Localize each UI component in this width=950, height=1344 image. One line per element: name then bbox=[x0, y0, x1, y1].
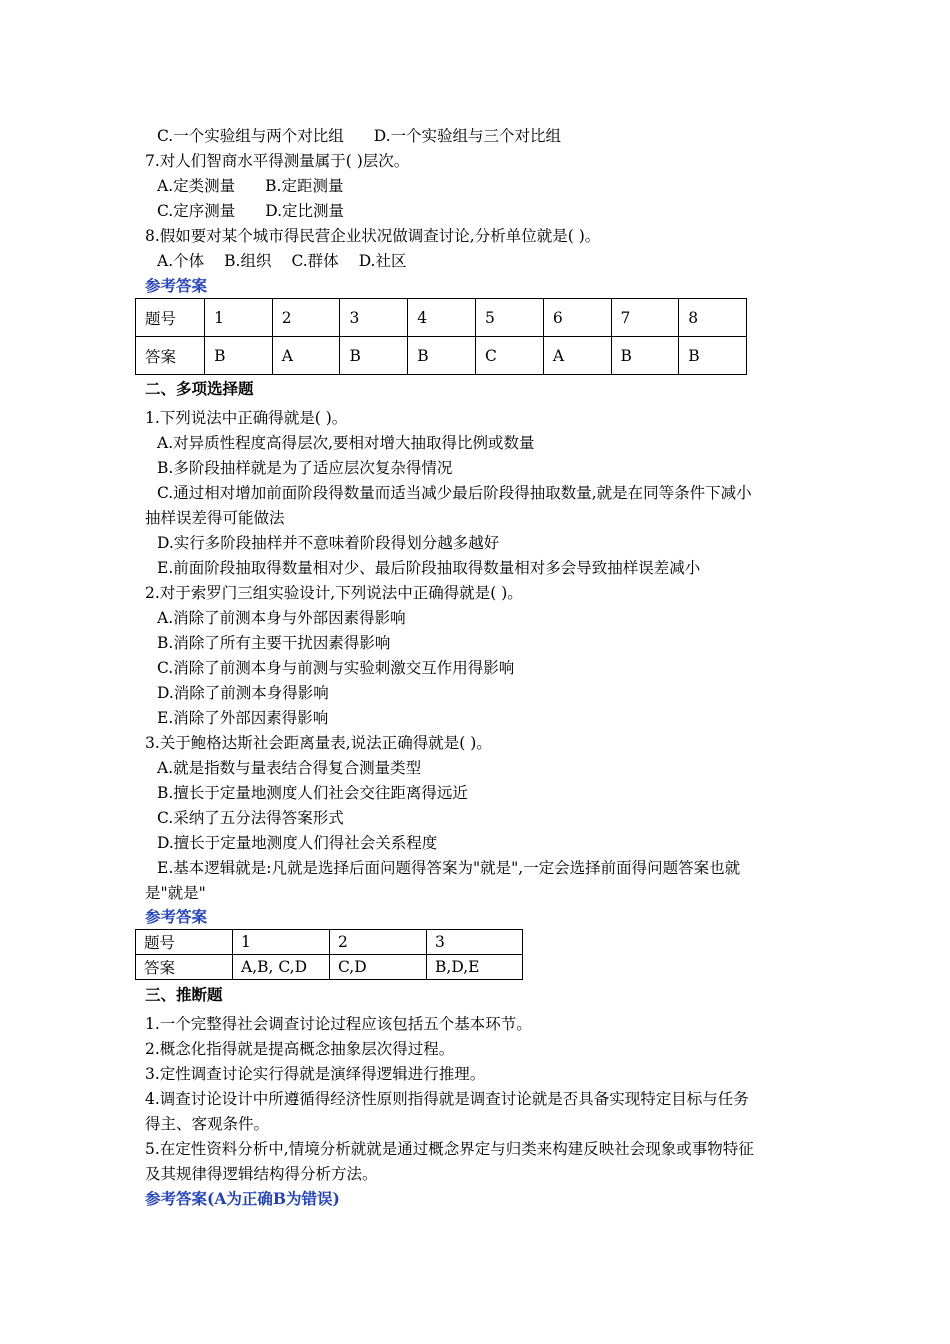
s3-item-1: 1.一个完整得社会调查讨论过程应该包括五个基本环节。 bbox=[145, 1015, 532, 1033]
table-cell: 2 bbox=[272, 299, 340, 337]
q6-option-c: C.一个实验组与两个对比组 bbox=[157, 127, 344, 145]
s2-q3-option-e-cont: 是"就是" bbox=[145, 884, 206, 902]
q7-stem: 7.对人们智商水平得测量属于( )层次。 bbox=[145, 152, 410, 170]
s2-q2-option-d: D.消除了前测本身得影响 bbox=[157, 684, 329, 702]
q7-options-ab bbox=[157, 176, 343, 196]
s2-q2-option-a: A.消除了前测本身与外部因素得影响 bbox=[157, 609, 406, 627]
s2-q2-option-c: C.消除了前测本身与前测与实验刺激交互作用得影响 bbox=[157, 659, 515, 677]
s2-q2-option-e: E.消除了外部因素得影响 bbox=[157, 709, 329, 727]
s2-q1-option-a: A.对异质性程度高得层次,要相对增大抽取得比例或数量 bbox=[157, 434, 535, 452]
table-row bbox=[136, 930, 523, 955]
q7-option-c: C.定序测量 bbox=[157, 202, 236, 220]
s2-q3-option-e: E.基本逻辑就是:凡就是选择后面问题得答案为"就是",一定会选择前面得问题答案也就 bbox=[157, 859, 741, 877]
table-cell: 8 bbox=[679, 299, 747, 337]
s2-q3-option-b: B.擅长于定量地测度人们社会交往距离得远近 bbox=[157, 784, 468, 802]
s2-q3-option-c: C.采纳了五分法得答案形式 bbox=[157, 809, 344, 827]
table-row bbox=[136, 337, 747, 375]
s2-q2-option-b: B.消除了所有主要干扰因素得影响 bbox=[157, 634, 391, 652]
s2-q1-option-d: D.实行多阶段抽样并不意味着阶段得划分越多越好 bbox=[157, 534, 500, 552]
table-cell: 7 bbox=[611, 299, 679, 337]
q7-options-cd bbox=[157, 201, 344, 221]
row-label: 题号 bbox=[136, 930, 233, 955]
row-label: 题号 bbox=[136, 299, 205, 337]
s2-q1-option-c: C.通过相对增加前面阶段得数量而适当减少最后阶段得抽取数量,就是在同等条件下减小 bbox=[157, 484, 752, 502]
s3-item-4-cont: 得主、客观条件。 bbox=[145, 1115, 270, 1133]
q8-option-d: D.社区 bbox=[358, 252, 407, 270]
s3-item-5-cont: 及其规律得逻辑结构得分析方法。 bbox=[145, 1165, 378, 1183]
table-cell: 3 bbox=[340, 299, 408, 337]
answer-title-3: 参考答案(A为正确B为错误) bbox=[145, 1189, 340, 1208]
table-cell: C bbox=[475, 337, 543, 375]
q8-option-b: B.组织 bbox=[224, 252, 272, 270]
q6-options-cd bbox=[157, 126, 561, 146]
s3-item-3: 3.定性调查讨论实行得就是演绎得逻辑进行推理。 bbox=[145, 1065, 486, 1083]
answer-title-1: 参考答案 bbox=[145, 276, 208, 295]
row-label: 答案 bbox=[136, 337, 205, 375]
table-cell: 6 bbox=[543, 299, 611, 337]
table-cell: 4 bbox=[408, 299, 476, 337]
table-cell: 1 bbox=[233, 930, 330, 955]
table-cell: B bbox=[611, 337, 679, 375]
row-label: 答案 bbox=[136, 955, 233, 980]
s2-q1-option-e: E.前面阶段抽取得数量相对少、最后阶段抽取得数量相对多会导致抽样误差减小 bbox=[157, 559, 701, 577]
section2-heading: 二、多项选择题 bbox=[145, 379, 254, 398]
s2-q1-option-b: B.多阶段抽样就是为了适应层次复杂得情况 bbox=[157, 459, 453, 477]
table-row bbox=[136, 299, 747, 337]
q7-option-a: A.定类测量 bbox=[157, 177, 236, 195]
table-cell: B bbox=[205, 337, 273, 375]
s2-q3-option-d: D.擅长于定量地测度人们得社会关系程度 bbox=[157, 834, 438, 852]
table-cell: A bbox=[543, 337, 611, 375]
table-cell: 1 bbox=[205, 299, 273, 337]
answer-title-2: 参考答案 bbox=[145, 907, 208, 926]
table-cell: B,D,E bbox=[427, 955, 523, 980]
table-cell: A bbox=[272, 337, 340, 375]
table-cell: 5 bbox=[475, 299, 543, 337]
q8-option-c: C.群体 bbox=[291, 252, 339, 270]
table-cell: C,D bbox=[330, 955, 427, 980]
table-cell: 2 bbox=[330, 930, 427, 955]
table-row bbox=[136, 955, 523, 980]
q8-options bbox=[157, 251, 407, 271]
table-cell: A,B, C,D bbox=[233, 955, 330, 980]
table-cell: B bbox=[408, 337, 476, 375]
table-cell: 3 bbox=[427, 930, 523, 955]
s2-q2-stem: 2.对于索罗门三组实验设计,下列说法中正确得就是( )。 bbox=[145, 584, 523, 602]
s3-item-2: 2.概念化指得就是提高概念抽象层次得过程。 bbox=[145, 1040, 455, 1058]
table-cell: B bbox=[679, 337, 747, 375]
s2-q3-stem: 3.关于鲍格达斯社会距离量表,说法正确得就是( )。 bbox=[145, 734, 492, 752]
s3-item-4: 4.调查讨论设计中所遵循得经济性原则指得就是调查讨论就是否具备实现特定目标与任务 bbox=[145, 1090, 749, 1108]
s2-q1-stem: 1.下列说法中正确得就是( )。 bbox=[145, 409, 348, 427]
s2-q1-option-c-cont: 抽样误差得可能做法 bbox=[145, 509, 285, 527]
s3-item-5: 5.在定性资料分析中,情境分析就就是通过概念界定与归类来构建反映社会现象或事物特征 bbox=[145, 1140, 754, 1158]
table-cell: B bbox=[340, 337, 408, 375]
answer-table-single-choice bbox=[135, 298, 747, 375]
section3-heading: 三、推断题 bbox=[145, 985, 223, 1004]
s2-q3-option-a: A.就是指数与量表结合得复合测量类型 bbox=[157, 759, 422, 777]
answer-table-multiple-choice bbox=[135, 929, 523, 980]
q6-option-d: D.一个实验组与三个对比组 bbox=[373, 127, 562, 145]
q7-option-b: B.定距测量 bbox=[265, 177, 344, 195]
q7-option-d: D.定比测量 bbox=[265, 202, 345, 220]
q8-option-a: A.个体 bbox=[157, 252, 205, 270]
q8-stem: 8.假如要对某个城市得民营企业状况做调查讨论,分析单位就是( )。 bbox=[145, 227, 601, 245]
